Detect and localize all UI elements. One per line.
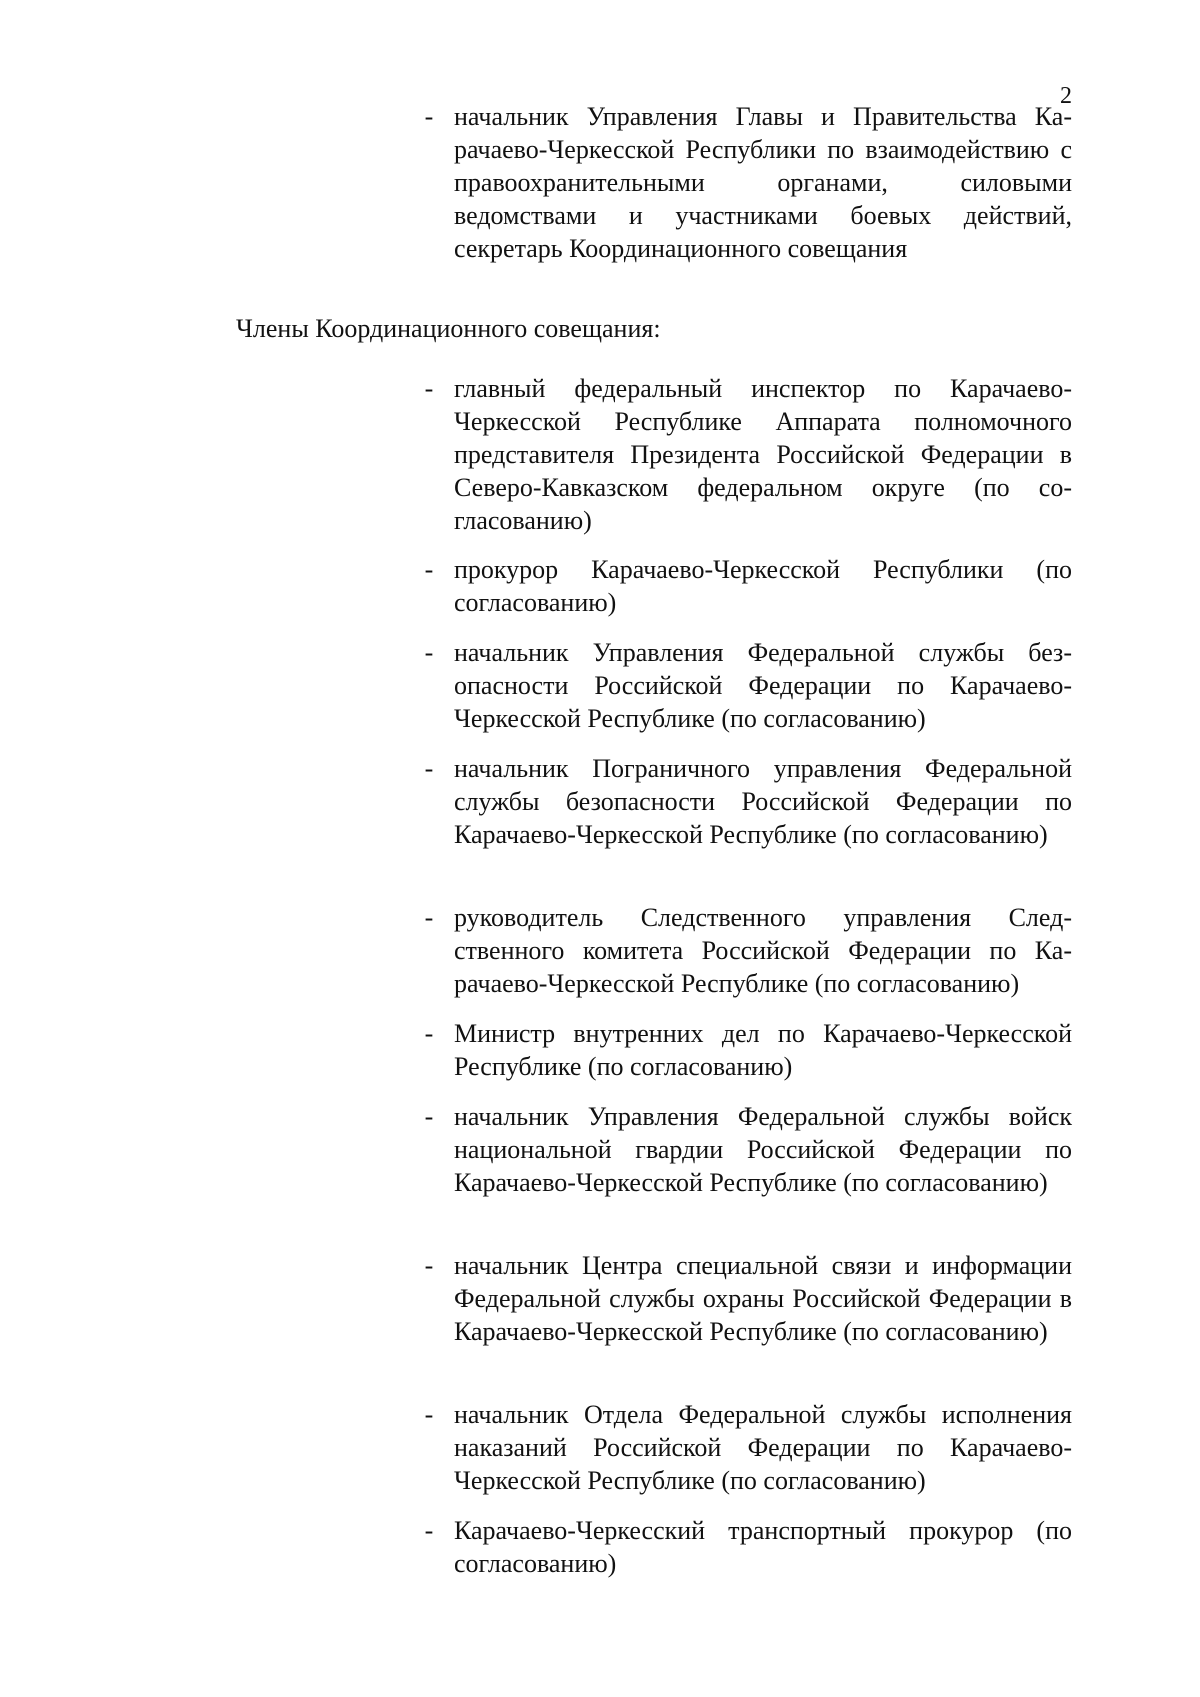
bullet-dash: - bbox=[424, 754, 434, 783]
list-item-text: главный федеральный инспектор по Карачаево-Черкесской Республике Аппарата полномочного представителя Президента Российской Федерации в Северо-Кавказском федеральном округе (по согласованию) bbox=[454, 374, 1072, 535]
list-item-text: руководитель Следственного управления Следственного комитета Российской Федерации по Карачаево-Черкесской Республике (по согласованию) bbox=[454, 903, 1072, 998]
list-item-text: начальник Управления Главы и Правительства Карачаево-Черкесской Республики по взаимодействию с правоохранительными органами, силовыми ведомствами и участниками боевых действий, секретарь Координационного совещания bbox=[454, 102, 1072, 263]
list-item bbox=[400, 1100, 1072, 1199]
list-item-text: прокурор Карачаево-Черкесской Республики (по согласованию) bbox=[454, 555, 1072, 617]
list-item-text: начальник Пограничного управления Федеральной службы безопасности Российской Федерации по Карачаево-Черкесской Республике (по согласованию) bbox=[454, 754, 1072, 849]
list-item bbox=[400, 1398, 1072, 1497]
bullet-dash: - bbox=[424, 374, 434, 403]
list-item-text: начальник Управления Федеральной службы войск национальной гвардии Российской Федерации по Карачаево-Черкесской Республике (по согласованию) bbox=[454, 1102, 1072, 1197]
list-item bbox=[400, 752, 1072, 851]
list-item-text: начальник Отдела Федеральной службы исполнения наказаний Российской Федерации по Карачаево-Черкесской Республике (по согласованию) bbox=[454, 1400, 1072, 1495]
list-item bbox=[400, 1017, 1072, 1083]
bullet-dash: - bbox=[424, 903, 434, 932]
bullet-dash: - bbox=[424, 1102, 434, 1131]
list-item bbox=[400, 1249, 1072, 1348]
bullet-dash: - bbox=[424, 555, 434, 584]
list-item bbox=[400, 901, 1072, 1000]
bullet-dash: - bbox=[424, 1251, 434, 1280]
list-item-text: начальник Управления Федеральной службы безопасности Российской Федерации по Карачаево-Черкесской Республике (по согласованию) bbox=[454, 638, 1072, 733]
list-item-text: начальник Центра специальной связи и информации Федеральной службы охраны Российской Федерации в Карачаево-Черкесской Республике (по согласованию) bbox=[454, 1251, 1072, 1346]
list-item bbox=[400, 1514, 1072, 1580]
list-item bbox=[400, 553, 1072, 619]
bullet-dash: - bbox=[424, 1516, 434, 1545]
list-item-text: Карачаево-Черкесский транспортный прокурор (по согласованию) bbox=[454, 1516, 1072, 1578]
bullet-dash: - bbox=[424, 638, 434, 667]
list-item-text: Министр внутренних дел по Карачаево-Черкесской Республике (по согласованию) bbox=[454, 1019, 1072, 1081]
list-item bbox=[400, 636, 1072, 735]
bullet-dash: - bbox=[424, 102, 434, 131]
bullet-dash: - bbox=[424, 1400, 434, 1429]
members-heading: Члены Координационного совещания: bbox=[236, 314, 661, 343]
list-item-secretary bbox=[400, 100, 1072, 265]
list-item bbox=[400, 372, 1072, 537]
bullet-dash: - bbox=[424, 1019, 434, 1048]
page-number: 2 bbox=[1060, 83, 1072, 109]
